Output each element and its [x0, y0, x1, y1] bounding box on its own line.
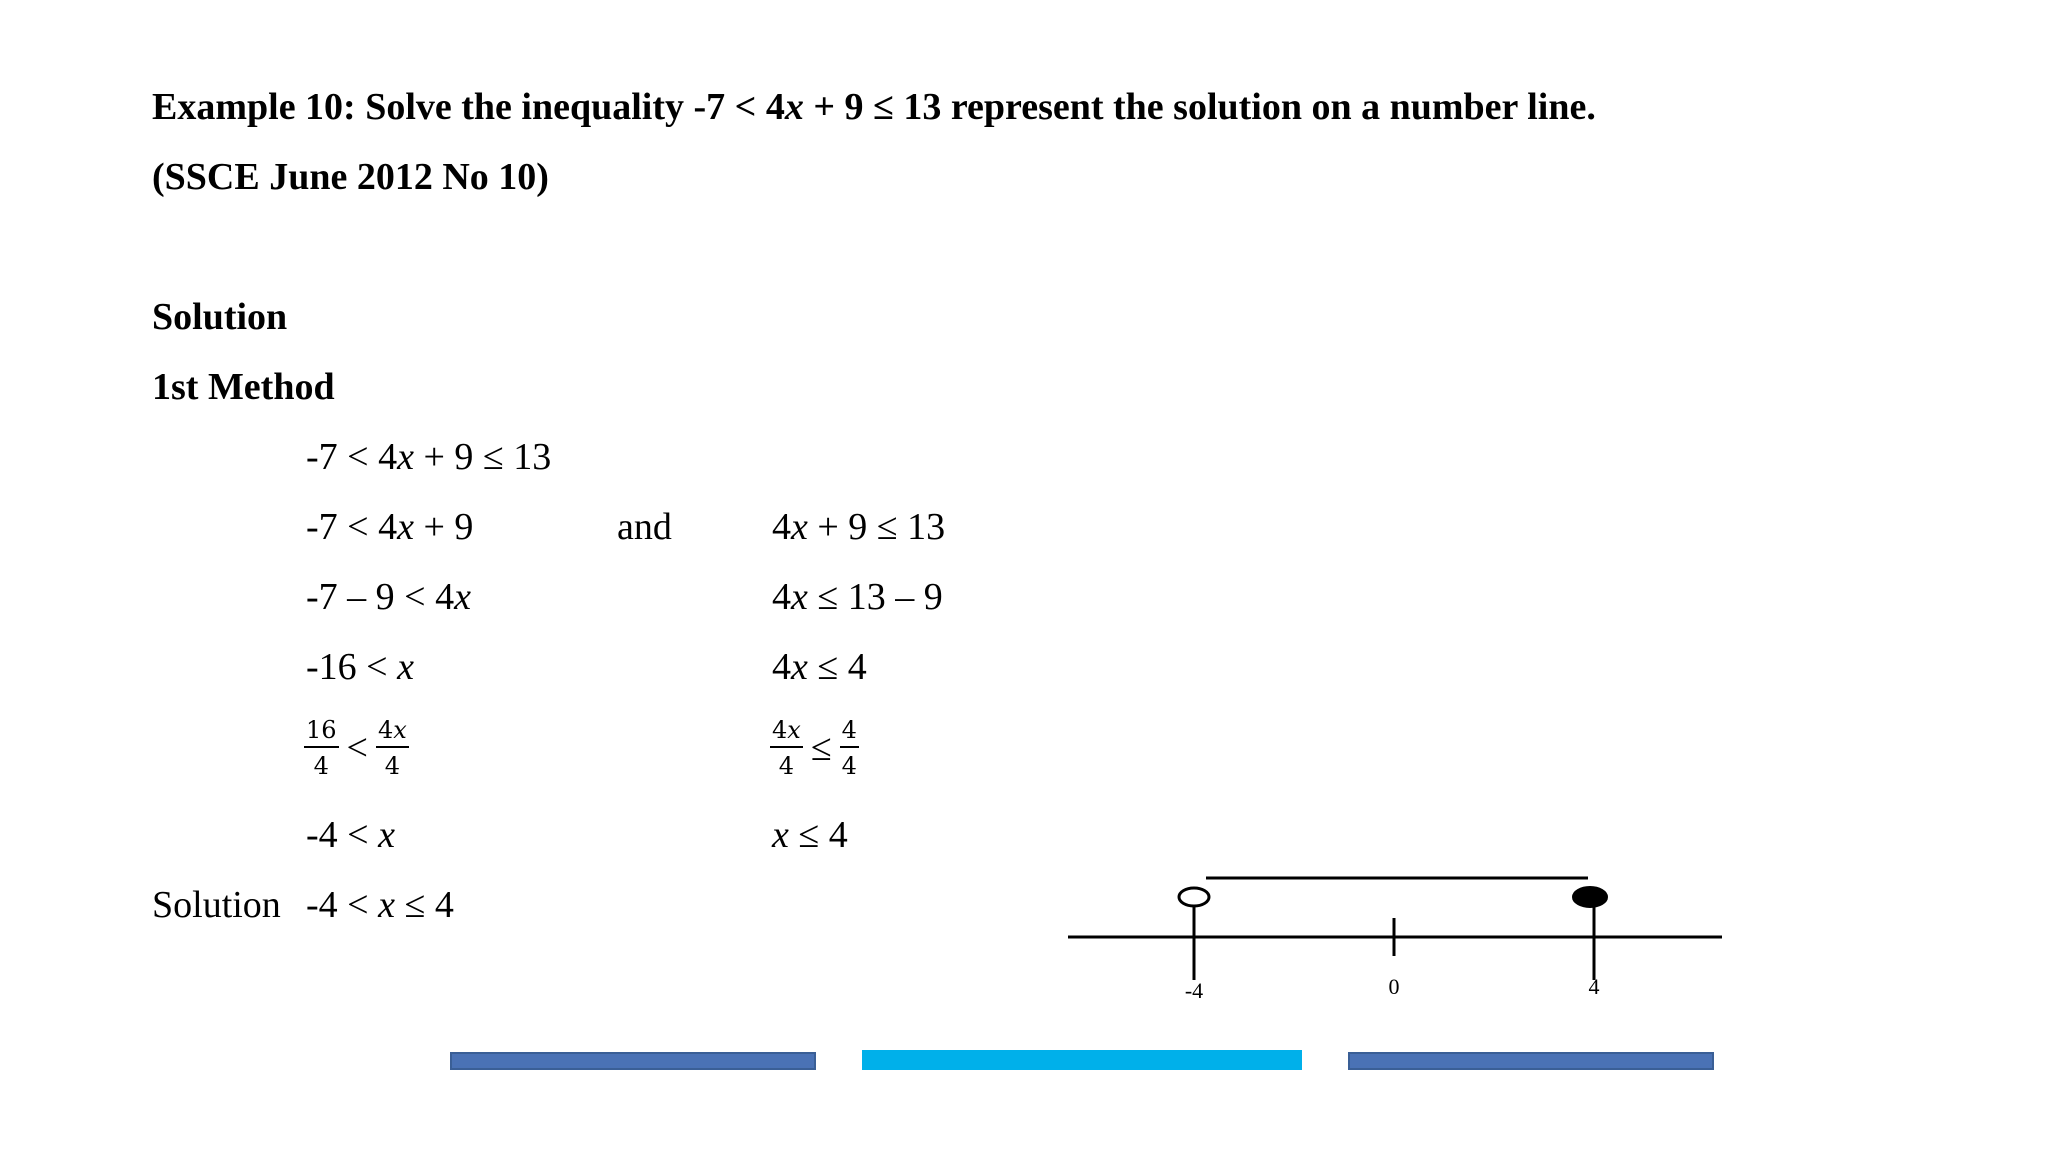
step-line-4-right	[772, 648, 867, 686]
step-text: 4	[772, 506, 791, 548]
step-var: x	[772, 814, 789, 856]
title-prefix: Example 10: Solve the inequality -7 < 4	[152, 86, 785, 128]
step-var: x	[791, 576, 808, 618]
closed-endpoint	[1573, 887, 1607, 907]
numerator: 16	[304, 718, 339, 748]
step-line-1	[306, 438, 551, 476]
open-endpoint	[1179, 888, 1209, 906]
title-var: x	[784, 86, 804, 128]
step-text: ≤ 13 – 9	[807, 576, 943, 618]
fraction	[770, 718, 803, 778]
numerator: 4𝑥	[770, 718, 803, 748]
title-suffix: + 9 ≤ 13 represent the solution on a number line.	[803, 86, 1596, 128]
step-var: x	[378, 814, 395, 856]
step-text: -4 <	[306, 814, 379, 856]
final-solution-label: Solution	[152, 884, 281, 926]
fraction	[304, 718, 339, 778]
fraction	[840, 718, 859, 778]
example-title	[152, 88, 1596, 126]
denominator: 4	[841, 752, 857, 780]
step-text: -16 <	[306, 646, 398, 688]
fraction-step-left	[302, 718, 411, 778]
step-var: x	[454, 576, 471, 618]
step-text: 4	[772, 576, 791, 618]
step-text: ≤ 4	[394, 884, 454, 926]
step-line-6-left	[306, 816, 395, 854]
nav-bar-next[interactable]	[1348, 1052, 1714, 1070]
number-line	[1060, 860, 1730, 1020]
solution-heading: Solution	[152, 296, 288, 338]
step-text: + 9 ≤ 13	[413, 436, 552, 478]
tick-label: -4	[1184, 978, 1204, 1003]
denominator: 4	[384, 752, 401, 780]
fraction	[376, 718, 409, 778]
step-line-3-left	[306, 578, 471, 616]
numerator: 4𝑥	[376, 718, 409, 748]
step-text: -7 – 9 < 4	[306, 576, 455, 618]
numerator: 4	[840, 718, 859, 748]
step-var: x	[791, 506, 808, 548]
nav-bar-current[interactable]	[862, 1050, 1302, 1070]
denominator: 4	[778, 752, 795, 780]
step-line-3-right	[772, 578, 943, 616]
step-text: -4 <	[306, 884, 379, 926]
step-var: x	[791, 646, 808, 688]
inequality-sign: <	[346, 727, 368, 769]
step-var: x	[397, 646, 414, 688]
step-text: ≤ 4	[788, 814, 848, 856]
step-text: + 9	[413, 506, 474, 548]
step-var: x	[397, 506, 414, 548]
example-source: (SSCE June 2012 No 10)	[152, 156, 549, 198]
step-text: + 9 ≤ 13	[807, 506, 946, 548]
final-solution	[306, 886, 454, 924]
step-text: -7 < 4	[306, 436, 398, 478]
step-line-4-left	[306, 648, 414, 686]
tick-label: 0	[1388, 974, 1400, 999]
step-var: x	[378, 884, 395, 926]
step-line-2-right	[772, 508, 945, 546]
denominator: 4	[313, 752, 329, 780]
step-var: x	[397, 436, 414, 478]
step-line-6-right	[772, 816, 848, 854]
ticks-group	[1179, 887, 1607, 1003]
inequality-sign: ≤	[810, 727, 832, 769]
and-word: and	[617, 506, 672, 548]
tick-label: 4	[1588, 974, 1600, 999]
fraction-step-right	[768, 718, 861, 778]
step-text: -7 < 4	[306, 506, 398, 548]
method-heading: 1st Method	[152, 366, 335, 408]
step-line-2-left	[306, 508, 473, 546]
step-text: 4	[772, 646, 791, 688]
step-text: ≤ 4	[807, 646, 867, 688]
nav-bar-previous[interactable]	[450, 1052, 816, 1070]
